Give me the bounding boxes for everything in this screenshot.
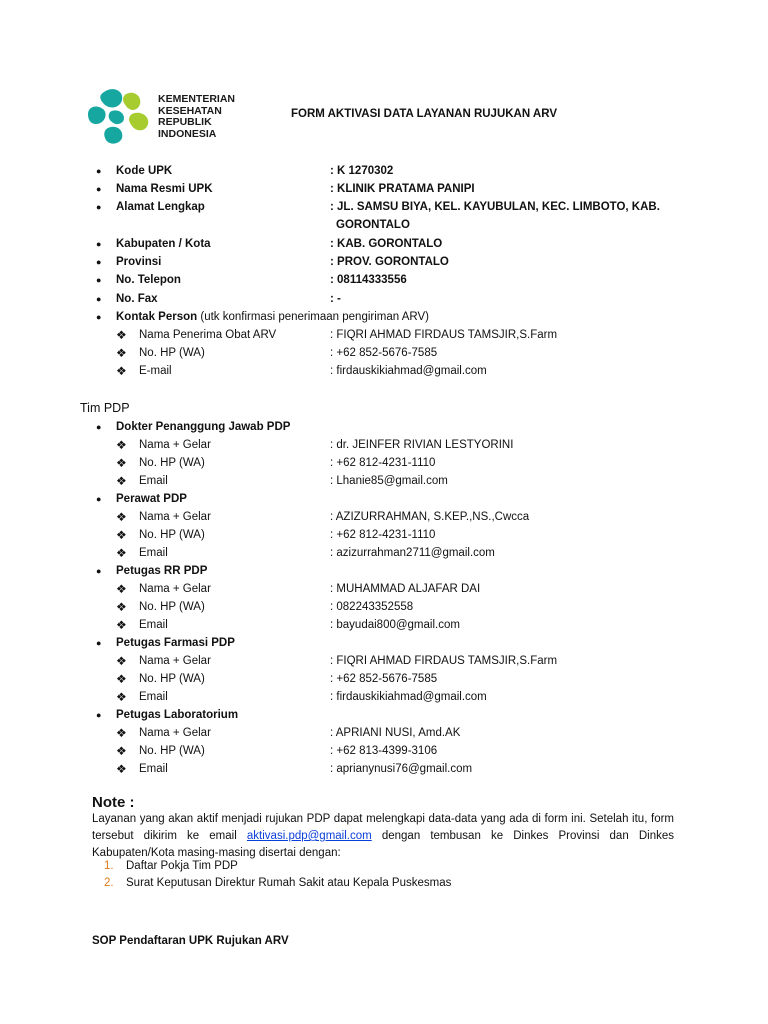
field-value: : FIQRI AHMAD FIRDAUS TAMSJIR,S.Farm: [330, 329, 558, 341]
perawat-hp: [0, 526, 768, 544]
field-label: Email: [139, 547, 168, 559]
kontak-hp: [0, 344, 768, 362]
field-value: : APRIANI NUSI, Amd.AK: [330, 727, 461, 739]
list-item: [104, 875, 451, 892]
perawat-email: [0, 544, 768, 562]
tim-perawat-title: [0, 490, 768, 508]
logo-line: REPUBLIK: [158, 116, 212, 128]
field-kabupaten: [0, 235, 768, 253]
bullet-icon: ●: [96, 312, 102, 322]
field-label: Email: [139, 475, 168, 487]
field-label: No. HP (WA): [139, 347, 205, 359]
field-label: No. Telepon: [116, 274, 181, 286]
kontak-nama: [0, 326, 768, 344]
farmasi-email: [0, 688, 768, 706]
field-value: : -: [330, 293, 341, 305]
field-value: : bayudai800@gmail.com: [330, 619, 460, 631]
note-text: Layanan yang akan aktif menjadi rujukan PDP dapat melengkapi data-data yang ada di form ini. Setelah itu, form tersebut dikirim ke email: [92, 813, 674, 842]
lab-hp: [0, 742, 768, 760]
diamond-bullet-icon: ❖: [116, 600, 127, 614]
field-value: : KLINIK PRATAMA PANIPI: [330, 183, 475, 195]
field-value: : +62 812-4231-1110: [330, 457, 436, 469]
bullet-icon: ●: [96, 710, 102, 720]
field-label: Nama + Gelar: [139, 511, 211, 523]
email-link[interactable]: aktivasi.pdp@gmail.com: [246, 830, 372, 842]
diamond-bullet-icon: ❖: [116, 364, 127, 378]
farmasi-hp: [0, 670, 768, 688]
bullet-icon: ●: [96, 202, 102, 212]
logo-line: KEMENTERIAN: [158, 93, 236, 105]
list-number: 2.: [104, 877, 114, 889]
field-provinsi: [0, 253, 768, 271]
field-note: (utk konfirmasi penerimaan pengiriman ARV): [197, 311, 429, 323]
tim-farmasi-title: [0, 634, 768, 652]
kemenkes-emblem-icon: [84, 84, 156, 146]
field-value: : 082243352558: [330, 601, 414, 613]
group-title: Dokter Penanggung Jawab PDP: [116, 421, 291, 433]
field-label: Email: [139, 619, 168, 631]
field-value: : Lhanie85@gmail.com: [330, 475, 448, 487]
diamond-bullet-icon: ❖: [116, 528, 127, 542]
field-nama-upk: [0, 180, 768, 198]
perawat-nama: [0, 508, 768, 526]
diamond-bullet-icon: ❖: [116, 474, 127, 488]
list-text: Surat Keputusan Direktur Rumah Sakit atau Kepala Puskesmas: [126, 877, 452, 889]
field-value: : +62 812-4231-1110: [330, 529, 436, 541]
field-value: : firdauskikiahmad@gmail.com: [330, 365, 487, 377]
field-label: Nama + Gelar: [139, 583, 211, 595]
field-label: Nama Penerima Obat ARV: [139, 329, 277, 341]
group-title: Petugas RR PDP: [116, 565, 208, 577]
field-value: : JL. SAMSU BIYA, KEL. KAYUBULAN, KEC. LIMBOTO, KAB.: [330, 201, 660, 213]
field-value: : +62 852-5676-7585: [330, 673, 438, 685]
bullet-icon: ●: [96, 239, 102, 249]
bullet-icon: ●: [96, 638, 102, 648]
rr-hp: [0, 598, 768, 616]
bullet-icon: ●: [96, 257, 102, 267]
bullet-icon: ●: [96, 422, 102, 432]
field-value: : firdauskikiahmad@gmail.com: [330, 691, 487, 703]
field-value: : K 1270302: [330, 165, 394, 177]
diamond-bullet-icon: ❖: [116, 762, 127, 776]
bullet-icon: ●: [96, 184, 102, 194]
form-title: FORM AKTIVASI DATA LAYANAN RUJUKAN ARV: [291, 108, 558, 120]
field-label: Nama + Gelar: [139, 655, 211, 667]
field-label: Nama + Gelar: [139, 727, 211, 739]
diamond-bullet-icon: ❖: [116, 582, 127, 596]
field-label: No. HP (WA): [139, 601, 205, 613]
bullet-icon: ●: [96, 166, 102, 176]
field-label: No. HP (WA): [139, 745, 205, 757]
field-value: GORONTALO: [336, 219, 410, 231]
field-alamat: [0, 198, 768, 216]
field-label: No. HP (WA): [139, 529, 205, 541]
logo-line: KESEHATAN: [158, 104, 222, 117]
field-value: : PROV. GORONTALO: [330, 256, 449, 268]
field-label: Kontak Person: [116, 311, 198, 323]
dokter-nama: [0, 436, 768, 454]
tim-lab-title: [0, 706, 768, 724]
diamond-bullet-icon: ❖: [116, 346, 127, 360]
field-value: : FIQRI AHMAD FIRDAUS TAMSJIR,S.Farm: [330, 655, 558, 667]
field-label: E-mail: [139, 365, 172, 377]
field-value: : aprianynusi76@gmail.com: [330, 763, 473, 775]
field-label: No. Fax: [116, 293, 158, 305]
field-kontak-person: [0, 308, 768, 326]
bullet-icon: ●: [96, 294, 102, 304]
rr-email: [0, 616, 768, 634]
lab-email: [0, 760, 768, 778]
diamond-bullet-icon: ❖: [116, 654, 127, 668]
group-title: Petugas Laboratorium: [116, 709, 239, 721]
dokter-hp: [0, 454, 768, 472]
diamond-bullet-icon: ❖: [116, 438, 127, 452]
dokter-email: [0, 472, 768, 490]
field-fax: [0, 290, 768, 308]
field-value: : dr. JEINFER RIVIAN LESTYORINI: [330, 439, 514, 451]
field-label: Kabupaten / Kota: [116, 238, 211, 250]
logo-wordmark: [158, 94, 235, 140]
field-label: Email: [139, 691, 168, 703]
farmasi-nama: [0, 652, 768, 670]
group-title: Perawat PDP: [116, 493, 187, 505]
diamond-bullet-icon: ❖: [116, 328, 127, 342]
tim-rr-title: [0, 562, 768, 580]
diamond-bullet-icon: ❖: [116, 546, 127, 560]
field-value: : AZIZURRAHMAN, S.KEP.,NS.,Cwcca: [330, 511, 530, 523]
field-value: : azizurrahman2711@gmail.com: [330, 547, 495, 559]
note-heading: Note :: [92, 794, 135, 811]
kontak-email: [0, 362, 768, 380]
tim-pdp-heading: Tim PDP: [80, 401, 130, 415]
diamond-bullet-icon: ❖: [116, 726, 127, 740]
diamond-bullet-icon: ❖: [116, 744, 127, 758]
field-label: Kode UPK: [116, 165, 173, 177]
diamond-bullet-icon: ❖: [116, 672, 127, 686]
sop-heading: SOP Pendaftaran UPK Rujukan ARV: [92, 935, 289, 947]
field-value: : +62 813-4399-3106: [330, 745, 438, 757]
lab-nama: [0, 724, 768, 742]
field-label: No. HP (WA): [139, 457, 205, 469]
field-alamat-cont: [0, 216, 768, 234]
note-paragraph: [92, 811, 674, 862]
bullet-icon: ●: [96, 275, 102, 285]
field-value: : MUHAMMAD ALJAFAR DAI: [330, 583, 481, 595]
diamond-bullet-icon: ❖: [116, 456, 127, 470]
diamond-bullet-icon: ❖: [116, 690, 127, 704]
diamond-bullet-icon: ❖: [116, 510, 127, 524]
note-text: dengan tembusan ke Dinkes Provinsi dan Dinkes Kabupaten/Kota masing-masing disertai dengan:: [92, 830, 675, 859]
list-number: 1.: [104, 860, 114, 872]
field-label: Provinsi: [116, 256, 162, 268]
kemenkes-logo: [84, 84, 244, 146]
field-label: Nama Resmi UPK: [116, 183, 213, 195]
list-text: Daftar Pokja Tim PDP: [126, 860, 238, 872]
field-telepon: [0, 271, 768, 289]
field-value: : KAB. GORONTALO: [330, 238, 443, 250]
field-label: Nama + Gelar: [139, 439, 211, 451]
bullet-icon: ●: [96, 566, 102, 576]
list-item: [104, 858, 238, 875]
group-title: Petugas Farmasi PDP: [116, 637, 235, 649]
bullet-icon: ●: [96, 494, 102, 504]
field-kode-upk: [0, 162, 768, 180]
field-value: : +62 852-5676-7585: [330, 347, 438, 359]
logo-line: INDONESIA: [158, 127, 217, 140]
field-value: : 08114333556: [330, 274, 407, 286]
tim-dokter-title: [0, 418, 768, 436]
field-label: Alamat Lengkap: [116, 201, 205, 213]
field-label: Email: [139, 763, 168, 775]
field-label: No. HP (WA): [139, 673, 205, 685]
diamond-bullet-icon: ❖: [116, 618, 127, 632]
rr-nama: [0, 580, 768, 598]
